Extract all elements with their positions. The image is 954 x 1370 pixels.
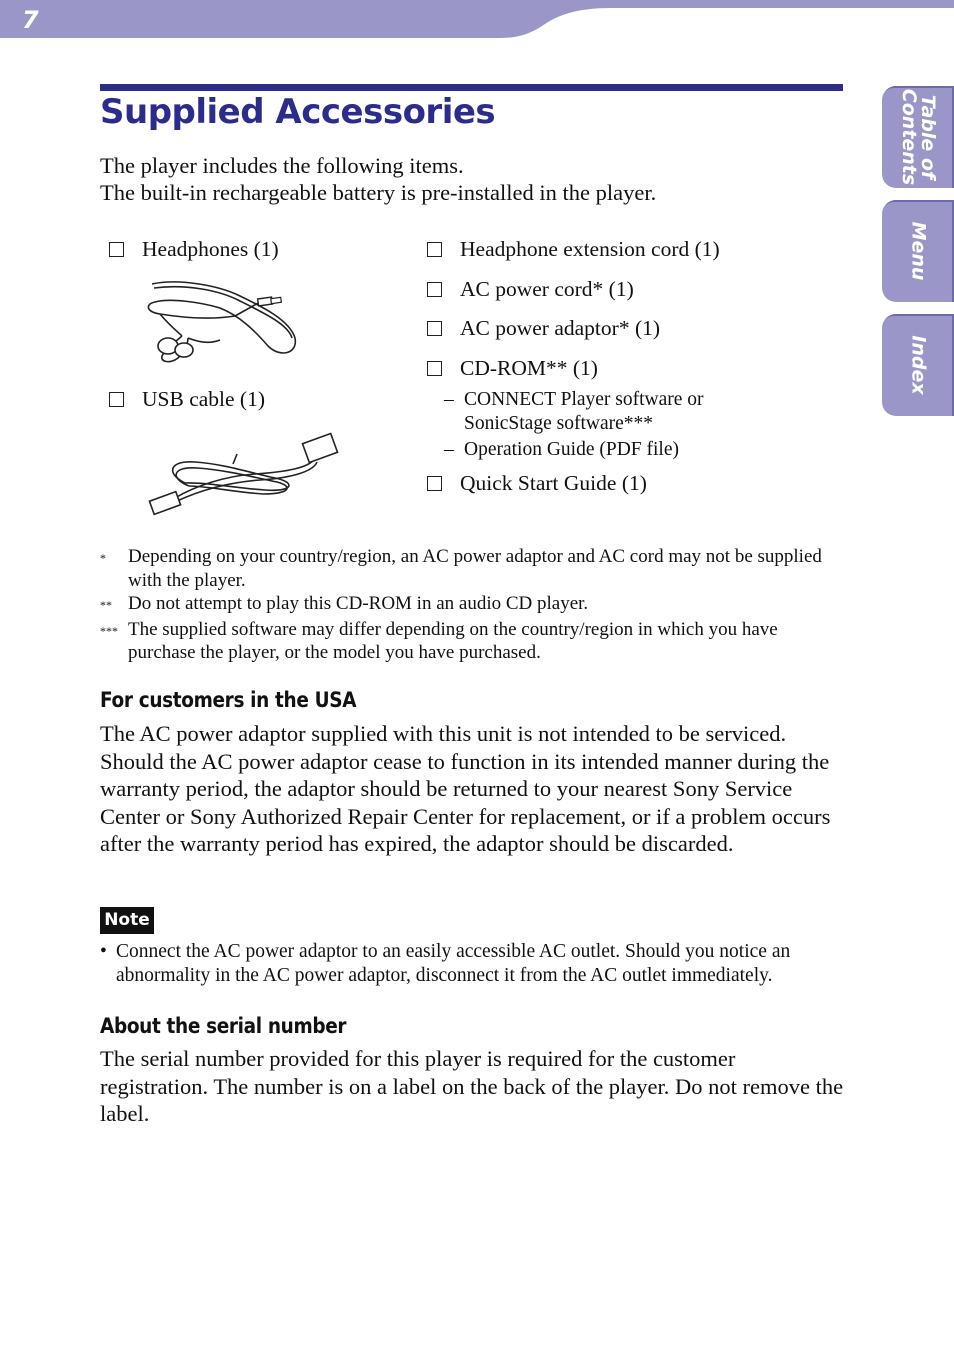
checkbox-icon <box>109 392 124 407</box>
page-number: 7 <box>22 6 38 34</box>
item-headphone-extension-cord <box>427 237 720 262</box>
checkbox-icon <box>109 242 124 257</box>
item-ac-power-adaptor <box>427 316 660 341</box>
headphones-illustration <box>140 276 305 368</box>
checkbox-icon <box>427 321 442 336</box>
tab-table-of-contents-label: Table of Contents <box>898 88 939 186</box>
title-rule <box>100 84 843 91</box>
footnote: ** Do not attempt to play this CD-ROM in an audio CD player. <box>100 593 589 614</box>
cd-rom-content: – CONNECT Player software or SonicStage software*** <box>444 389 704 434</box>
item-label: Quick Start Guide (1) <box>460 471 647 495</box>
checkbox-icon <box>427 242 442 257</box>
cd-rom-content: – Operation Guide (PDF file) <box>444 439 679 460</box>
checkbox-icon <box>427 282 442 297</box>
item-ac-power-cord <box>427 277 634 302</box>
note-badge: Note <box>100 907 154 934</box>
item-label: CD-ROM** (1) <box>460 356 598 380</box>
tab-menu-label: Menu <box>907 221 930 281</box>
tab-menu[interactable] <box>882 200 954 302</box>
usa-body: The AC power adaptor supplied with this unit is not intended to be serviced. Should the AC power adaptor cease to function in its intended manner during the warranty period, the adaptor should be returned to your nearest Sony Service Center or Sony Authorized Repair Center for replacement, or if a problem occurs after the warranty period has expired, the adaptor should be discarded. <box>100 721 831 856</box>
intro-line: The player includes the following items. <box>100 153 464 178</box>
usa-heading: For customers in the USA <box>100 688 357 712</box>
item-headphones <box>109 237 279 262</box>
intro-text <box>100 152 656 206</box>
note-bullet: • Connect the AC power adaptor to an easily accessible AC outlet. Should you notice an abnormality in the AC power adaptor, disconnect it from the AC outlet immediately. <box>100 941 791 986</box>
intro-line: The built-in rechargeable battery is pre-installed in the player. <box>100 180 657 205</box>
item-usb-cable <box>109 387 265 412</box>
checkbox-icon <box>427 476 442 491</box>
footnote: * Depending on your country/region, an AC power adaptor and AC cord may not be supplied with the player. <box>100 546 822 591</box>
footnotes <box>100 545 840 665</box>
item-quick-start-guide <box>427 471 647 496</box>
checkbox-icon <box>427 361 442 376</box>
item-label: USB cable (1) <box>142 387 265 411</box>
item-cd-rom <box>427 356 598 381</box>
item-label: AC power adaptor* (1) <box>460 316 661 340</box>
tab-index-label: Index <box>907 335 930 395</box>
item-label: Headphone extension cord (1) <box>460 237 720 261</box>
tab-table-of-contents[interactable] <box>882 86 954 188</box>
footnote: *** The supplied software may differ depending on the country/region in which you have purchase the player, or the model you have purchased. <box>100 618 778 663</box>
item-label: Headphones (1) <box>142 237 279 261</box>
serial-body: The serial number provided for this player is required for the customer registration. The number is on a label on the back of the player. Do not remove the label. <box>100 1046 844 1126</box>
usb-cable-illustration <box>145 428 350 518</box>
header-bar <box>0 0 954 40</box>
tab-index[interactable] <box>882 314 954 416</box>
item-label: AC power cord* (1) <box>460 277 634 301</box>
serial-heading: About the serial number <box>100 1014 347 1038</box>
page-title: Supplied Accessories <box>100 92 496 132</box>
